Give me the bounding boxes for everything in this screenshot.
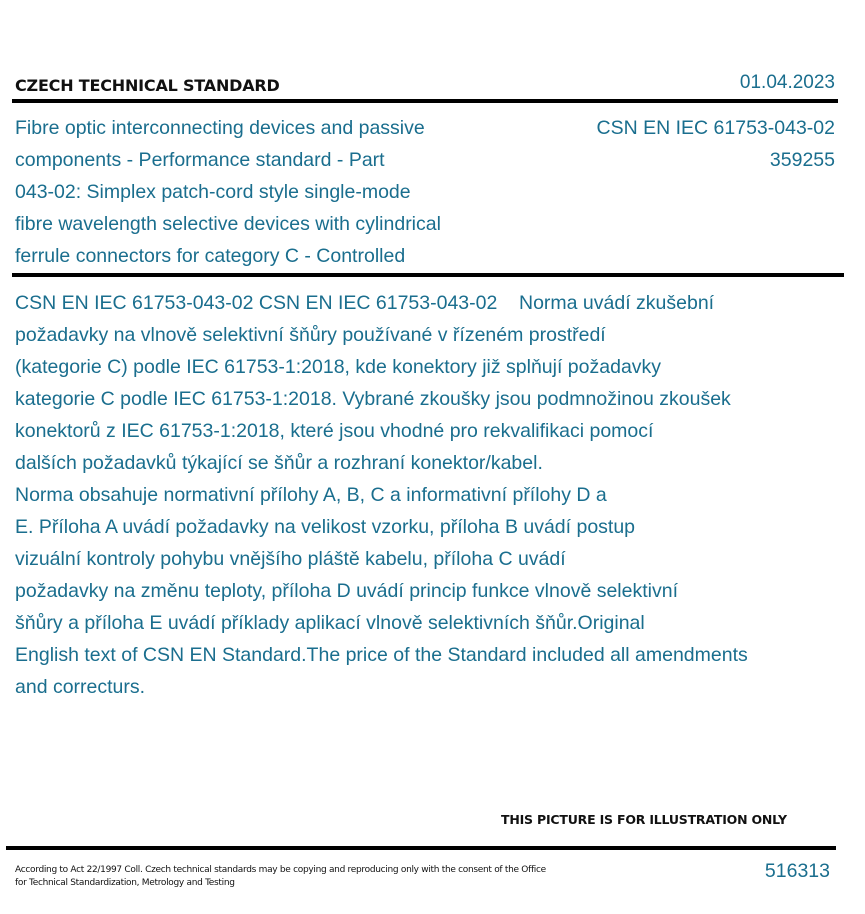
- title-line: Fibre optic interconnecting devices and passive: [15, 117, 425, 139]
- title-divider: [12, 273, 844, 277]
- header-divider: [12, 99, 838, 103]
- description-line: CSN EN IEC 61753-043-02 CSN EN IEC 61753-043-02 Norma uvádí zkušební: [15, 292, 715, 314]
- title-line: 043-02: Simplex patch-cord style single-mode: [15, 181, 411, 203]
- standard-title: [15, 112, 495, 272]
- description-line: Norma obsahuje normativní přílohy A, B, C a informativní přílohy D a: [15, 484, 607, 506]
- footer-divider: [6, 846, 836, 850]
- description-line: E. Příloha A uvádí požadavky na velikost vzorku, příloha B uvádí postup: [15, 516, 636, 538]
- illustration-disclaimer: THIS PICTURE IS FOR ILLUSTRATION ONLY: [501, 812, 787, 827]
- description-line: kategorie C podle IEC 61753-1:2018. Vybrané zkoušky jsou podmnožinou zkoušek: [15, 388, 731, 410]
- standard-number: CSN EN IEC 61753-043-02: [596, 117, 835, 139]
- description-line: English text of CSN EN Standard.The price of the Standard included all amendments: [15, 644, 748, 666]
- legal-notice-line: According to Act 22/1997 Coll. Czech technical standards may be copying and reproducing only with the consent of the Office: [15, 865, 546, 875]
- description-line: and correcturs.: [15, 676, 146, 698]
- title-line: components - Performance standard - Part: [15, 149, 385, 171]
- document-type-label: CZECH TECHNICAL STANDARD: [15, 76, 280, 95]
- description-line: dalších požadavků týkající se šňůr a rozhraní konektor/kabel.: [15, 452, 543, 474]
- title-line: ferrule connectors for category C - Controlled: [15, 245, 406, 267]
- catalog-number: 359255: [769, 149, 835, 171]
- description-line: šňůry a příloha E uvádí příklady aplikací vlnově selektivních šňůr.Original: [15, 612, 645, 634]
- description-line: vizuální kontroly pohybu vnějšího pláště kabelu, příloha C uvádí: [15, 548, 566, 570]
- legal-notice-line: for Technical Standardization, Metrology and Testing: [15, 878, 235, 888]
- title-line: fibre wavelength selective devices with cylindrical: [15, 213, 441, 235]
- document-code: 516313: [764, 860, 830, 882]
- standard-description: [15, 287, 845, 703]
- description-line: konektorů z IEC 61753-1:2018, které jsou vhodné pro rekvalifikaci pomocí: [15, 420, 654, 442]
- description-line: požadavky na změnu teploty, příloha D uvádí princip funkce vlnově selektivní: [15, 580, 678, 602]
- description-line: (kategorie C) podle IEC 61753-1:2018, kde konektory již splňují požadavky: [15, 356, 662, 378]
- standard-identifiers: [597, 112, 835, 176]
- description-line: požadavky na vlnově selektivní šňůry používané v řízeném prostředí: [15, 324, 606, 346]
- publication-date: 01.04.2023: [739, 72, 835, 93]
- legal-notice: [15, 864, 595, 890]
